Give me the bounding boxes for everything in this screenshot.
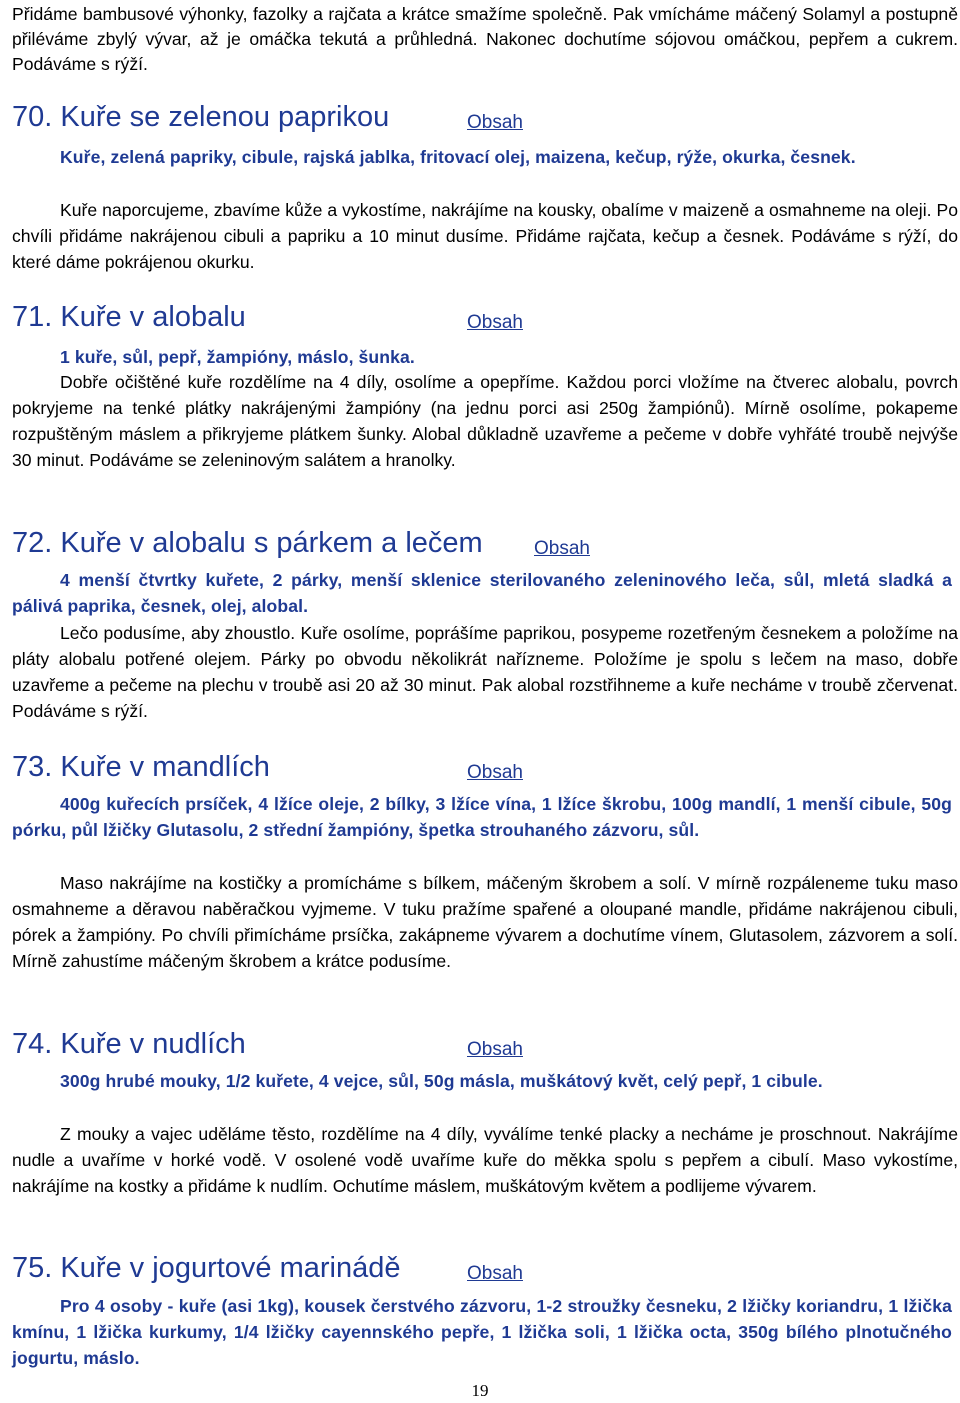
recipe-heading: [12, 100, 958, 140]
instructions-paragraph: Kuře naporcujeme, zbavíme kůže a vykostíme, nakrájíme na kousky, obalíme v maizeně a osmahneme na oleji. Po chvíli přidáme nakrájenou cibuli a papriku a 10 minut dusíme. Přidáme rajčata, kečup a česnek. Podáváme s rýží, do které dáme pokrájenou okurku.: [12, 200, 958, 272]
contents-link[interactable]: Obsah: [467, 1039, 523, 1060]
instructions-paragraph: Dobře očištěné kuře rozdělíme na 4 díly, osolíme a opepříme. Každou porci vložíme na čtverec alobalu, povrch pokryjeme na tenké plátky nakrájenými žampióny (na jednu porci asi 250g žampiónů). Mírně osolíme, pokapeme rozpuštěným máslem a přikryjeme plátkem šunky. Alobal důkladně uzavřeme a pečeme v dobře vyhřáté troubě nejvýše 30 minut. Podáváme se zeleninovým salátem a hranolky.: [12, 372, 958, 470]
ingredients-list: Pro 4 osoby - kuře (asi 1kg), kousek čerstvého zázvoru, 1-2 stroužky česneku, 2 lžičky koriandru, 1 lžička kmínu, 1 lžička kurkumy, 1/4 lžičky cayennského pepře, 1 lžička soli, 1 lžička octa, 350g bílého plnotučného jogurtu, máslo.: [12, 1296, 952, 1368]
page-number: 19: [471, 1381, 489, 1400]
recipe-title: 70. Kuře se zelenou paprikou: [12, 101, 390, 133]
recipe-heading: [12, 1027, 958, 1067]
recipe-title: 74. Kuře v nudlích: [12, 1028, 246, 1060]
recipe-heading: [12, 526, 958, 566]
ingredients-list: 4 menší čtvrtky kuřete, 2 párky, menší sklenice sterilovaného zeleninového leča, sůl, mletá sladká a pálivá paprika, česnek, olej, alobal.: [12, 570, 952, 616]
instructions-paragraph: Lečo podusíme, aby zhoustlo. Kuře osolíme, poprášíme paprikou, posypeme rozetřeným česnekem a položíme na pláty alobalu potřené olejem. Párky po obvodu několikrát nařízneme. Položíme je spolu s lečem na maso, dobře uzavřeme a pečeme na plechu v troubě asi 20 až 30 minut. Pak alobal rozstřihneme a kuře necháme v troubě zčervenat. Podáváme s rýží.: [12, 623, 958, 721]
contents-link[interactable]: Obsah: [467, 112, 523, 133]
instructions-paragraph: Maso nakrájíme na kostičky a promícháme s bílkem, máčeným škrobem a solí. V mírně rozpáleneme tuku maso osmahneme a děravou naběračkou vyjmeme. V tuku pražíme spařené a oloupané mandle, přidáme nakrájenou cibuli, pórek a žampióny. Po chvíli přimícháme prsíčka, zakápneme vývarem a dochutíme vínem, Glutasolem, zázvorem a solí. Mírně zahustíme máčeným škrobem a krátce podusíme.: [12, 873, 958, 971]
contents-link[interactable]: Obsah: [467, 1263, 523, 1284]
ingredients-list: Kuře, zelená papriky, cibule, rajská jablka, fritovací olej, maizena, kečup, rýže, okurka, česnek.: [60, 147, 856, 167]
recipe-heading: [12, 1251, 958, 1291]
recipe-heading: [12, 750, 958, 790]
recipe-title: 72. Kuře v alobalu s párkem a lečem: [12, 527, 483, 559]
recipe-title: 71. Kuře v alobalu: [12, 301, 246, 333]
ingredients-list: 300g hrubé mouky, 1/2 kuřete, 4 vejce, sůl, 50g másla, muškátový květ, celý pepř, 1 cibule.: [60, 1071, 823, 1091]
recipe-title: 75. Kuře v jogurtové marinádě: [12, 1252, 401, 1284]
recipe-title: 73. Kuře v mandlích: [12, 751, 270, 783]
contents-link[interactable]: Obsah: [467, 762, 523, 783]
contents-link[interactable]: Obsah: [534, 538, 590, 559]
contents-link[interactable]: Obsah: [467, 312, 523, 333]
ingredients-list: 400g kuřecích prsíček, 4 lžíce oleje, 2 bílky, 3 lžíce vína, 1 lžíce škrobu, 100g mandlí, 1 menší cibule, 50g pórku, půl lžičky Glutasolu, 2 střední žampióny, špetka strouhaného zázvoru, sůl.: [12, 794, 952, 840]
intro-paragraph: Přidáme bambusové výhonky, fazolky a rajčata a krátce smažíme společně. Pak vmícháme máčený Solamyl a postupně přiléváme zbylý vývar, až je omáčka tekutá a průhledná. Nakonec dochutíme sójovou omáčkou, pepřem a cukrem. Podáváme s rýží.: [12, 4, 958, 75]
recipe-heading: [12, 300, 958, 340]
ingredients-list: 1 kuře, sůl, pepř, žampióny, máslo, šunka.: [60, 347, 415, 367]
instructions-paragraph: Z mouky a vajec uděláme těsto, rozdělíme na 4 díly, vyválíme tenké placky a necháme je proschnout. Nakrájíme nudle a uvaříme v horké vodě. V osolené vodě uvaříme kuře do měkka spolu s pepřem a cibulí. Maso vykostíme, nakrájíme na kostky a přidáme k nudlím. Ochutíme máslem, muškátovým květem a podlijeme vývarem.: [12, 1124, 958, 1196]
